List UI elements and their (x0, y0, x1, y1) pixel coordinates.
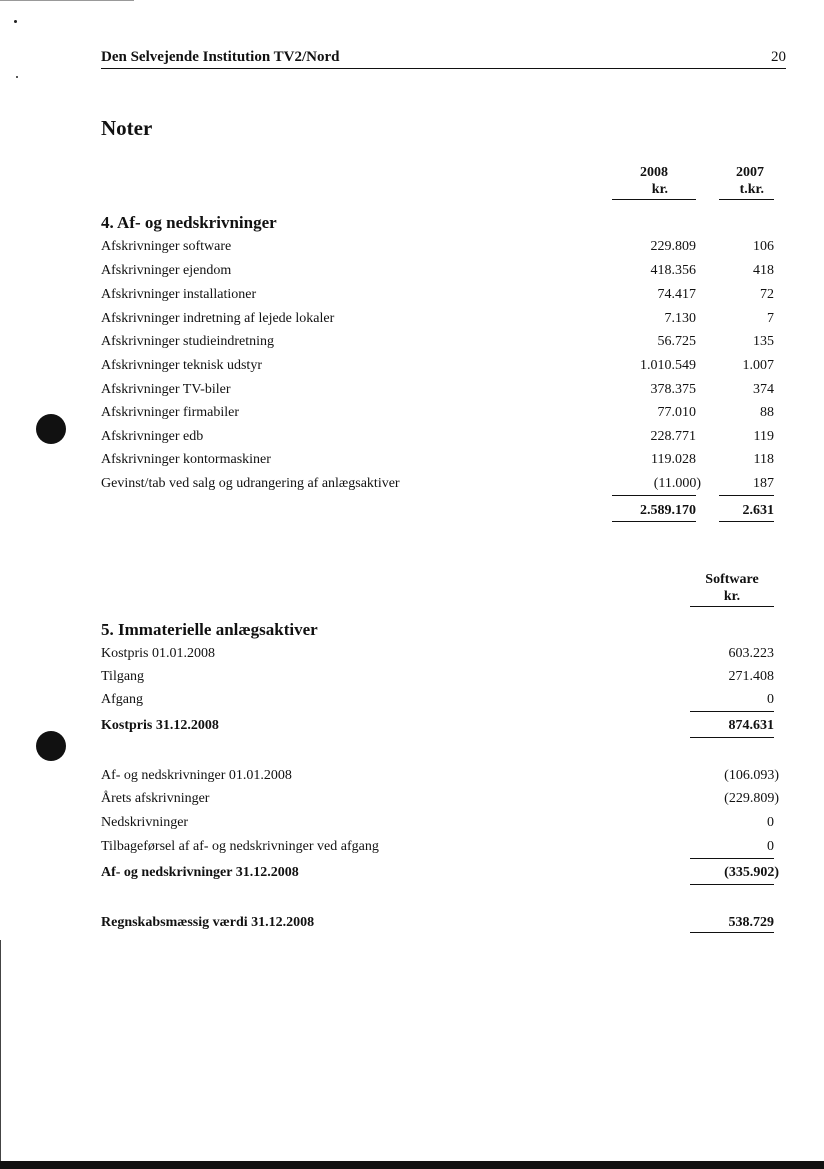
note4-row-value-2008: (11.000) (653, 476, 701, 491)
section-title-note5: 5. Immaterielle anlægsaktiver (101, 620, 318, 639)
note5-book-value-label: Regnskabsmæssig værdi 31.12.2008 (101, 915, 315, 930)
scan-speck (14, 20, 17, 23)
note4-row-label: Afskrivninger TV-biler (101, 382, 231, 397)
note5-depr-row-value: (229.809) (724, 791, 779, 806)
cost-total-rule (690, 737, 774, 738)
note5-cost-row-label: Tilgang (101, 669, 145, 684)
note4-row-value-2008: 1.010.549 (640, 358, 696, 373)
col-header-2008-year: 2008 (640, 165, 668, 180)
depr-subtotal-rule (690, 858, 774, 859)
col-header-software-title: Software (705, 572, 759, 587)
scan-speck (16, 76, 18, 78)
note4-row-label: Afskrivninger firmabiler (101, 405, 240, 420)
note4-row-label: Afskrivninger software (101, 239, 232, 254)
note5-cost-total-label: Kostpris 31.12.2008 (101, 718, 219, 733)
document-header-organization: Den Selvejende Institution TV2/Nord (101, 49, 340, 65)
note4-row-value-2008: 378.375 (650, 382, 696, 397)
note5-depr-row-label: Årets afskrivninger (101, 791, 210, 806)
scan-bottom-edge (0, 1161, 824, 1169)
note4-row-value-2008: 56.725 (657, 334, 696, 349)
col-header-2007-underline (719, 199, 774, 200)
scan-edge-line (0, 0, 134, 1)
note4-row-value-2007: 374 (753, 382, 774, 397)
note4-row-label: Afskrivninger teknisk udstyr (101, 358, 262, 373)
note4-row-value-2008: 74.417 (657, 287, 696, 302)
note5-depr-total-label: Af- og nedskrivninger 31.12.2008 (101, 865, 299, 880)
scan-edge-line (0, 940, 1, 1169)
col-header-2007-unit: t.kr. (739, 182, 764, 197)
note4-row-value-2008: 229.809 (650, 239, 696, 254)
total-rule-2008 (612, 521, 696, 522)
note5-depr-row-value: 0 (767, 839, 774, 854)
col-header-2008-unit: kr. (651, 182, 668, 197)
note5-depr-row-label: Tilbageførsel af af- og nedskrivninger ved afgang (101, 839, 379, 854)
note5-cost-row-value: 0 (767, 692, 774, 707)
note4-row-value-2007: 88 (760, 405, 774, 420)
col-header-2008 (612, 164, 668, 198)
header-divider (101, 68, 786, 69)
note4-row-label: Afskrivninger kontormaskiner (101, 452, 271, 467)
note5-cost-row-label: Afgang (101, 692, 143, 707)
note4-row-value-2007: 106 (753, 239, 774, 254)
note4-row-label: Afskrivninger studieindretning (101, 334, 275, 349)
note5-cost-row-value: 603.223 (728, 646, 774, 661)
note4-total-2008: 2.589.170 (640, 503, 696, 518)
note4-row-value-2007: 7 (767, 311, 774, 326)
note5-book-value: 538.729 (728, 915, 774, 930)
depr-total-rule (690, 884, 774, 885)
note4-row-value-2007: 1.007 (742, 358, 774, 373)
note4-row-label: Afskrivninger indretning af lejede lokaler (101, 311, 335, 326)
punch-hole-upper (36, 414, 66, 444)
note4-row-value-2008: 228.771 (650, 429, 696, 444)
note4-row-value-2008: 119.028 (651, 452, 696, 467)
note5-cost-total-value: 874.631 (728, 718, 774, 733)
note4-row-value-2008: 77.010 (657, 405, 696, 420)
note5-cost-row-label: Kostpris 01.01.2008 (101, 646, 215, 661)
subtotal-rule-2007 (719, 495, 774, 496)
total-rule-2007 (719, 521, 774, 522)
note4-row-label: Afskrivninger ejendom (101, 263, 232, 278)
cost-subtotal-rule (690, 711, 774, 712)
note4-row-value-2007: 118 (753, 452, 774, 467)
note5-depr-row-label: Af- og nedskrivninger 01.01.2008 (101, 768, 292, 783)
page-number: 20 (771, 49, 786, 65)
note5-cost-row-value: 271.408 (728, 669, 774, 684)
punch-hole-lower (36, 731, 66, 761)
section-title-note4: 4. Af- og nedskrivninger (101, 213, 277, 232)
col-header-software-underline (690, 606, 774, 607)
note4-row-value-2008: 7.130 (664, 311, 696, 326)
book-value-rule (690, 932, 774, 933)
note5-depr-row-label: Nedskrivninger (101, 815, 189, 830)
note4-row-value-2007: 187 (753, 476, 774, 491)
note5-depr-row-value: (106.093) (724, 768, 779, 783)
col-header-software (690, 571, 774, 605)
note4-total-2007: 2.631 (742, 503, 774, 518)
col-header-software-unit: kr. (723, 589, 741, 604)
note4-row-value-2007: 418 (753, 263, 774, 278)
col-header-2007-year: 2007 (736, 165, 764, 180)
note5-depr-total-value: (335.902) (724, 865, 779, 880)
note4-row-value-2008: 418.356 (650, 263, 696, 278)
page-title: Noter (101, 116, 153, 140)
note4-row-value-2007: 72 (760, 287, 774, 302)
note4-row-label: Afskrivninger installationer (101, 287, 257, 302)
note4-row-label: Gevinst/tab ved salg og udrangering af anlægsaktiver (101, 476, 400, 491)
note5-depr-row-value: 0 (767, 815, 774, 830)
note4-row-value-2007: 135 (753, 334, 774, 349)
col-header-2007 (716, 164, 764, 198)
subtotal-rule-2008 (612, 495, 696, 496)
note4-row-label: Afskrivninger edb (101, 429, 204, 444)
note4-row-value-2007: 119 (753, 429, 774, 444)
col-header-2008-underline (612, 199, 696, 200)
